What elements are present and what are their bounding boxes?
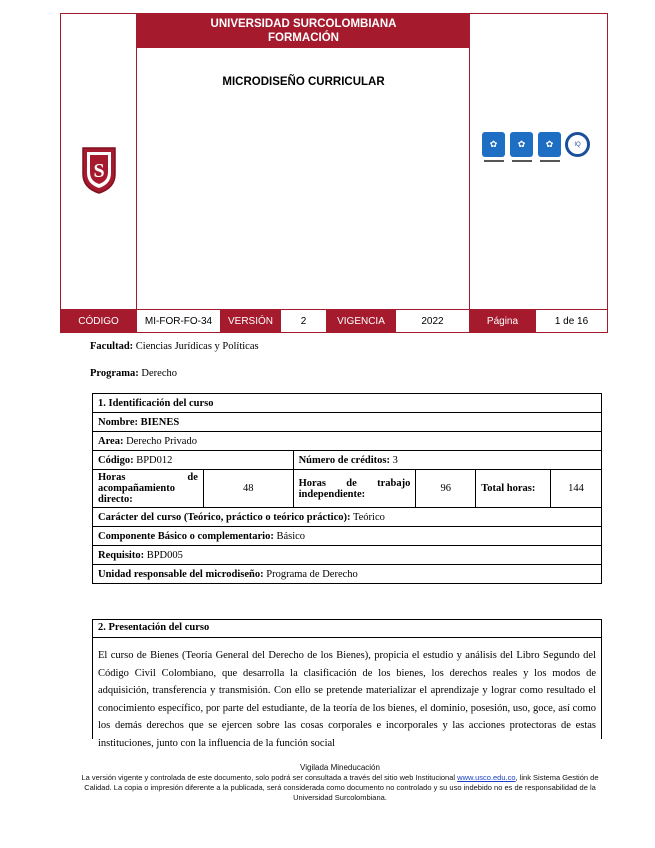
creditos-cell: [293, 451, 601, 470]
codigo-value: MI-FOR-FO-34: [137, 310, 221, 332]
horas-acomp-value: 48: [203, 470, 293, 508]
certification-logos: [482, 132, 589, 162]
requisito-cell: [93, 546, 602, 565]
requisito-value: BPD005: [146, 549, 183, 561]
presentacion-section: [92, 619, 602, 749]
usco-website-link[interactable]: www.usco.edu.co: [457, 773, 516, 782]
table-row: [93, 432, 602, 451]
vigencia-value: 2022: [396, 310, 470, 332]
codigo-label: CÓDIGO: [61, 310, 137, 332]
table-row: [93, 470, 602, 508]
iso-9001-cert-icon: ✿: [482, 132, 505, 162]
document-header: [60, 13, 608, 333]
nombre-cell: [93, 413, 602, 432]
horas-indep-value: 96: [416, 470, 476, 508]
total-horas-value: 144: [551, 470, 602, 508]
caracter-value: Teórico: [352, 511, 385, 523]
area-cell: [93, 432, 602, 451]
iso-14001-cert-icon: ✿: [510, 132, 533, 162]
shield-letter: S: [93, 160, 105, 182]
version-value: 2: [281, 310, 327, 332]
table-row: [93, 565, 602, 584]
facultad-line: [90, 341, 259, 352]
iqnet-cert-icon: IQ: [566, 132, 589, 157]
unidad-label: Unidad responsable del microdiseño:: [98, 568, 264, 580]
table-row: [93, 546, 602, 565]
facultad-label: Facultad:: [90, 341, 134, 352]
title-band: [137, 14, 470, 48]
total-horas-label: Total horas:: [476, 470, 551, 508]
horas-indep-label: Horas de trabajo independiente:: [293, 470, 416, 508]
unidad-cell: [93, 565, 602, 584]
componente-cell: [93, 527, 602, 546]
footer-notice: La versión vigente y controlada de este documento, solo podrá ser consultada a través del sitio web Institucional www.usco.edu.co, link Sistema Gestión de Calidad. La copia o impresión diferente a la publicada, será considerada como documento no controlado y su uso indebido no es de responsabilidad de la Universidad Surcolombiana.: [81, 773, 599, 802]
componente-label: Componente Básico o complementario:: [98, 530, 274, 542]
area-value: Derecho Privado: [126, 435, 197, 447]
area-label: Area:: [98, 435, 124, 447]
creditos-label: Número de créditos:: [298, 454, 390, 466]
university-name: UNIVERSIDAD SURCOLOMBIANA: [210, 18, 397, 30]
version-label: VERSIÓN: [221, 310, 281, 332]
document-control-row: [61, 309, 607, 332]
caracter-label: Carácter del curso (Teórico, práctico o teórico práctico):: [98, 511, 351, 523]
nombre-label: Nombre:: [98, 416, 139, 428]
table-row: [93, 394, 602, 413]
codigo-curso-label: Código:: [98, 454, 134, 466]
codigo-cell: [93, 451, 294, 470]
unidad-value: Programa de Derecho: [266, 568, 358, 580]
iso-45001-cert-icon: ✿: [538, 132, 561, 162]
footer-line-1: La versión vigente y controlada de este documento, solo podrá ser consultada a través del sitio web Institucional: [81, 773, 456, 782]
programa-value: Derecho: [141, 368, 177, 379]
creditos-value: 3: [392, 454, 398, 466]
area-name: FORMACIÓN: [268, 32, 339, 44]
horas-acomp-label: Horas de acompañamiento directo:: [93, 470, 204, 508]
section-1-title: 1. Identificación del curso: [93, 394, 602, 413]
pagina-value: 1 de 16: [554, 315, 589, 327]
document-title: MICRODISEÑO CURRICULAR: [222, 76, 385, 88]
programa-line: [90, 368, 177, 379]
university-shield-logo: [80, 144, 118, 194]
vigencia-label: VIGENCIA: [327, 310, 396, 332]
codigo-curso-value: BPD012: [136, 454, 173, 466]
certifications-cell: [469, 14, 607, 309]
caracter-cell: [93, 508, 602, 527]
table-row: [93, 413, 602, 432]
table-row: [93, 451, 602, 470]
presentacion-body: El curso de Bienes (Teoría General del Derecho de los Bienes), propicia el estudio y análisis del Libro Segundo del Código Civil Colombiano, que desarrolla la clasificación de los bienes, los derechos reales y los modos de adquisición, transferencia y transmisión. Con ello se pretende materializar el aprendizaje y lograr como resultado el conocimiento específico, por parte del estudiante, de la teoría de los bienes, el dominio, posesión, uso, goce, así como los demás derechos que se ejercen sobre las cosas corporales e incorporales y las acciones protectoras de estas instituciones, junto con la influencia de la función social: [98, 650, 596, 749]
facultad-value: Ciencias Jurídicas y Políticas: [135, 341, 259, 352]
table-row: [93, 527, 602, 546]
nombre-value: BIENES: [140, 416, 180, 428]
section-2-title: 2. Presentación del curso: [93, 620, 601, 638]
requisito-label: Requisito:: [98, 549, 145, 561]
footer-line-2: link Sistema Gestión de Calidad. La copia o impresión diferente a la publicada, será considerada como documento no controlado y su uso indebido no es de responsabilidad de la Universidad Surcolombiana.: [84, 773, 599, 802]
componente-value: Básico: [276, 530, 306, 542]
pagina-label: Página: [470, 310, 536, 332]
programa-label: Programa:: [90, 368, 139, 379]
identificacion-table: [92, 393, 602, 584]
logo-cell: [61, 14, 137, 309]
footer-title: Vigilada Mineducación: [300, 763, 380, 772]
table-row: [93, 508, 602, 527]
document-footer: [80, 763, 600, 803]
